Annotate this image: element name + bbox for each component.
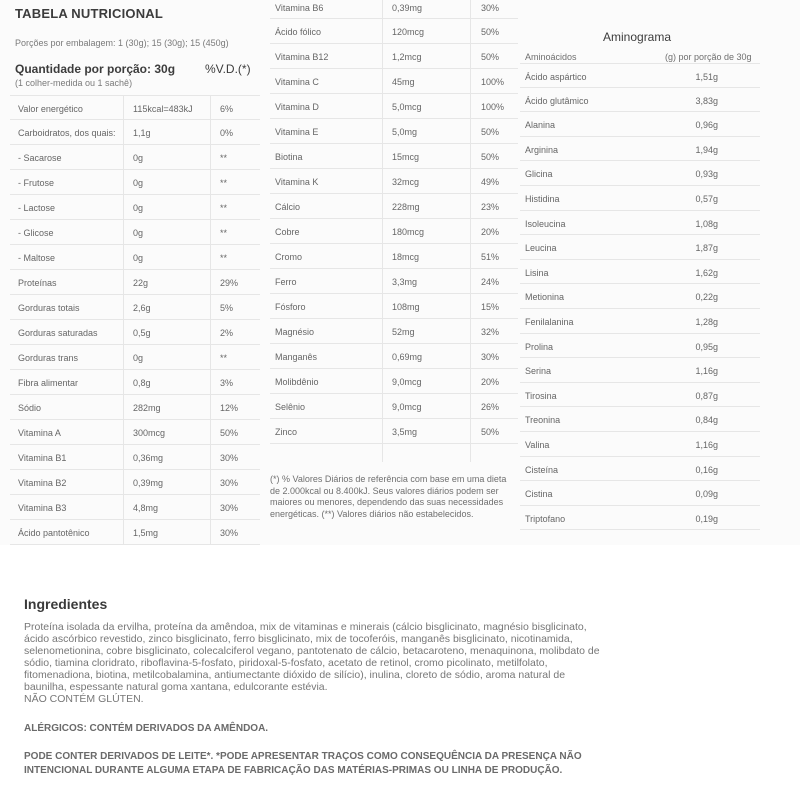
nutrient-daily-value: 30% <box>481 3 500 13</box>
nutrient-name: Manganês <box>275 352 318 362</box>
nutrient-amount: 0,93g <box>695 169 718 180</box>
nutrient-daily-value: 30% <box>220 503 239 513</box>
nutrient-amount: 300mcg <box>133 428 166 438</box>
nutrient-name: Prolina <box>525 341 554 352</box>
nutrient-daily-value: 50% <box>220 428 239 438</box>
table-row <box>520 383 760 408</box>
nutrient-amount: 120mcg <box>392 27 425 37</box>
nutrient-daily-value: 3% <box>220 378 234 388</box>
nutrient-amount: 1,16g <box>695 439 718 450</box>
nutrient-name: - Lactose <box>18 203 56 213</box>
nutrient-name: Vitamina B6 <box>275 3 324 13</box>
portions-per-package: Porções por embalagem: 1 (30g); 15 (30g); 15 (450g) <box>15 38 229 48</box>
nutrient-amount: 0g <box>133 178 144 188</box>
nutrient-daily-value: 50% <box>481 152 500 162</box>
table-row <box>270 344 518 369</box>
table-row <box>520 481 760 506</box>
nutrient-daily-value: 51% <box>481 252 500 262</box>
table-row <box>10 170 260 195</box>
daily-values-footnote: (*) % Valores Diários de referência com base em uma dieta de 2.000kcal ou 8.400kJ. Seus valores diários podem ser maiores ou menores, dependendo das suas necessidades energéticas. (**) Valores diários não estabelecidos. <box>270 474 507 519</box>
table-row <box>520 309 760 334</box>
table-row <box>270 394 518 419</box>
nutrient-amount: 180mcg <box>392 227 425 237</box>
nutrient-amount: 0,87g <box>695 390 718 401</box>
nutrient-amount: 1,5mg <box>133 528 159 538</box>
nutrient-name: Selênio <box>275 402 306 412</box>
nutrient-amount: 1,62g <box>695 267 718 278</box>
nutrient-name: Sódio <box>18 403 42 413</box>
amount-per-serving-header: (g) por porção de 30g <box>665 52 752 62</box>
nutrient-amount: 45mg <box>392 77 415 87</box>
table-row <box>270 244 518 269</box>
nutrient-amount: 0,96g <box>695 120 718 131</box>
table-row <box>520 186 760 211</box>
nutrient-name: Cromo <box>275 252 303 262</box>
nutrient-name: Tirosina <box>525 390 557 401</box>
table-row <box>520 211 760 236</box>
gluten-notice: NÃO CONTÉM GLÚTEN. <box>24 693 144 705</box>
nutrient-amount: 0,09g <box>695 489 718 500</box>
nutrient-daily-value: 2% <box>220 328 234 338</box>
nutrient-daily-value: 29% <box>220 278 239 288</box>
nutrient-amount: 0,57g <box>695 193 718 204</box>
nutrient-amount: 1,2mcg <box>392 52 422 62</box>
nutrient-amount: 32mcg <box>392 177 420 187</box>
nutrient-name: Isoleucina <box>525 218 566 229</box>
aminogram-title: Aminograma <box>603 30 672 44</box>
portion-size-label: Quantidade por porção: 30g <box>15 62 176 76</box>
nutrient-name: Biotina <box>275 152 303 162</box>
nutrient-name: Vitamina C <box>275 77 319 87</box>
table-row <box>520 88 760 113</box>
nutrient-amount: 3,3mg <box>392 277 418 287</box>
nutrition-title: TABELA NUTRICIONAL <box>15 6 164 21</box>
nutrient-daily-value: 5% <box>220 303 234 313</box>
nutrient-name: Arginina <box>525 144 559 155</box>
nutrient-amount: 18mcg <box>392 252 420 262</box>
table-row <box>520 506 760 531</box>
nutrient-name: Vitamina B1 <box>18 453 67 463</box>
nutrient-name: Ácido glutâmico <box>525 95 589 106</box>
table-row <box>10 495 260 520</box>
nutrient-amount: 1,94g <box>695 144 718 155</box>
table-row <box>10 120 260 145</box>
table-row <box>270 69 518 94</box>
nutrient-amount: 0,16g <box>695 464 718 475</box>
nutrient-name: Vitamina B12 <box>275 52 329 62</box>
nutrient-name: Carboidratos, dos quais: <box>18 128 116 138</box>
nutrient-amount: 9,0mcg <box>392 377 422 387</box>
nutrient-name: Cisteína <box>525 464 559 475</box>
nutrient-name: Cistina <box>525 489 553 500</box>
nutrient-name: - Glicose <box>18 228 54 238</box>
nutrient-name: Magnésio <box>275 327 315 337</box>
nutrient-daily-value: 100% <box>481 102 505 112</box>
nutrient-name: Fibra alimentar <box>18 378 79 388</box>
column-divider <box>470 0 471 462</box>
ingredients-list: Proteína isolada da ervilha, proteína da amêndoa, mix de vitaminas e minerais (cálcio bisglicinato, magnésio bisglicinato, ácido ascórbico revestido, zinco bisglicinato, ferro bisglicinato, mix de tocoferóis, manganês bisglicinato, nicotinamida, selenometionina, cobre bisglicinato, colecalciferol vegano, pantotenato de cálcio, betacaroteno, menaquinona, molibdato de sódio, tiamina cloridrato, riboflavina-5-fosfato, piridoxal-5-fosfato, acetato de retinol, cromo picolinato, metilfolato, fitomenadiona, biotina, metilcobalamina, antiumectante dióxido de silício), inulina, cloreto de sódio, aroma natural de baunilha, espessante natural goma xantana, edulcorante estévia. <box>24 621 600 693</box>
nutrient-name: Ácido pantotênico <box>18 528 90 538</box>
nutrient-amount: 9,0mcg <box>392 402 422 412</box>
table-row <box>10 270 260 295</box>
nutrient-daily-value: 20% <box>481 227 500 237</box>
nutrient-daily-value: ** <box>220 353 228 363</box>
table-row <box>270 94 518 119</box>
ingredients-section <box>24 596 604 778</box>
table-row <box>520 457 760 482</box>
table-row <box>270 0 518 19</box>
nutrient-daily-value: 6% <box>220 104 234 114</box>
nutrient-amount: 3,5mg <box>392 427 418 437</box>
nutrient-name: Cobre <box>275 227 300 237</box>
nutrient-name: Gorduras totais <box>18 303 80 313</box>
nutrient-name: Alanina <box>525 120 556 131</box>
table-row <box>270 369 518 394</box>
nutrient-name: Ácido fólico <box>275 27 322 37</box>
nutrient-amount: 0,36mg <box>133 453 164 463</box>
nutrient-amount: 0,39mg <box>133 478 164 488</box>
nutrient-amount: 1,51g <box>695 72 718 82</box>
table-row <box>270 119 518 144</box>
nutrient-name: - Maltose <box>18 253 56 263</box>
nutrient-name: Serina <box>525 366 552 377</box>
table-row <box>520 260 760 285</box>
nutrient-name: - Frutose <box>18 178 55 188</box>
nutrient-daily-value: 20% <box>481 377 500 387</box>
nutrient-amount: 1,16g <box>695 366 718 377</box>
table-row <box>10 295 260 320</box>
table-row <box>520 161 760 186</box>
nutrient-amount: 0g <box>133 228 144 238</box>
nutrient-daily-value: ** <box>220 228 228 238</box>
nutrient-daily-value: 23% <box>481 202 500 212</box>
table-row <box>520 112 760 137</box>
ingredients-title: Ingredientes <box>24 596 108 612</box>
nutrient-name: Zinco <box>275 427 298 437</box>
nutrient-daily-value: ** <box>220 153 228 163</box>
nutrient-name: Vitamina A <box>18 428 61 438</box>
nutrient-name: Histidina <box>525 193 560 204</box>
nutrient-daily-value: 50% <box>481 27 500 37</box>
nutrient-daily-value: 15% <box>481 302 500 312</box>
table-row <box>10 370 260 395</box>
nutrient-name: Fenilalanina <box>525 316 574 327</box>
milk-traces-warning: PODE CONTER DERIVADOS DE LEITE*. *PODE APRESENTAR TRAÇOS COMO CONSEQUÊNCIA DA PRESENÇA NÃO INTENCIONAL DURANTE ALGUMA ETAPA DE FABRICAÇÃO DAS MATÉRIAS-PRIMAS OU LINHA DE PRODUÇÃO. <box>24 751 582 776</box>
nutrition-rows-left <box>10 95 260 545</box>
nutrient-name: - Sacarose <box>18 153 62 163</box>
nutrient-amount: 0g <box>133 203 144 213</box>
nutrient-name: Vitamina D <box>275 102 319 112</box>
nutrient-amount: 1,08g <box>695 218 718 229</box>
nutrient-amount: 4,8mg <box>133 503 159 513</box>
table-row <box>10 520 260 545</box>
nutrient-name: Fósforo <box>275 302 306 312</box>
nutrient-name: Proteínas <box>18 278 57 288</box>
nutrient-daily-value: 24% <box>481 277 500 287</box>
table-row <box>270 144 518 169</box>
nutrient-amount: 3,83g <box>695 95 718 106</box>
table-row <box>520 63 760 88</box>
table-row <box>520 358 760 383</box>
nutrient-amount: 0,22g <box>695 292 718 303</box>
table-row <box>10 470 260 495</box>
table-row <box>520 284 760 309</box>
table-row <box>10 145 260 170</box>
nutrient-name: Lisina <box>525 267 549 278</box>
nutrient-daily-value: 32% <box>481 327 500 337</box>
nutrient-name: Valor energético <box>18 104 83 114</box>
nutrient-daily-value: ** <box>220 253 228 263</box>
table-row <box>270 294 518 319</box>
nutrient-amount: 228mg <box>392 202 420 212</box>
nutrient-name: Leucina <box>525 243 557 254</box>
nutrient-daily-value: ** <box>220 203 228 213</box>
portion-note: (1 colher-medida ou 1 sachê) <box>15 78 133 88</box>
table-row <box>10 195 260 220</box>
nutrient-daily-value: 26% <box>481 402 500 412</box>
table-row <box>520 334 760 359</box>
nutrient-daily-value: 50% <box>481 427 500 437</box>
table-row <box>270 44 518 69</box>
nutrient-name: Treonina <box>525 415 561 426</box>
nutrient-amount: 0g <box>133 153 144 163</box>
nutrient-name: Cálcio <box>275 202 301 212</box>
nutrition-rows-right <box>270 0 518 444</box>
nutrient-daily-value: 100% <box>481 77 505 87</box>
nutrient-daily-value: 30% <box>481 352 500 362</box>
table-row <box>520 407 760 432</box>
nutrient-amount: 0,5g <box>133 328 151 338</box>
nutrient-amount: 0g <box>133 353 144 363</box>
nutrient-name: Gorduras saturadas <box>18 328 98 338</box>
nutrient-daily-value: 49% <box>481 177 500 187</box>
nutrient-amount: 5,0mg <box>392 127 418 137</box>
nutrient-amount: 0,19g <box>695 513 718 524</box>
table-row <box>520 137 760 162</box>
nutrient-amount: 1,87g <box>695 243 718 254</box>
column-divider <box>123 95 124 545</box>
table-row <box>10 395 260 420</box>
nutrient-amount: 0,8g <box>133 378 151 388</box>
table-row <box>270 169 518 194</box>
nutrient-name: Ácido aspártico <box>525 72 587 82</box>
table-row <box>520 432 760 457</box>
nutrient-name: Vitamina B2 <box>18 478 67 488</box>
table-row <box>270 319 518 344</box>
nutrient-amount: 282mg <box>133 403 161 413</box>
nutrient-daily-value: 50% <box>481 127 500 137</box>
nutrient-amount: 0,84g <box>695 415 718 426</box>
nutrient-amount: 0,39mg <box>392 3 423 13</box>
column-divider <box>382 0 383 462</box>
table-row <box>10 95 260 120</box>
nutrient-daily-value: 30% <box>220 453 239 463</box>
table-row <box>10 345 260 370</box>
nutrient-amount: 1,28g <box>695 316 718 327</box>
nutrient-name: Molibdênio <box>275 377 319 387</box>
nutrient-name: Valina <box>525 439 550 450</box>
nutrient-amount: 0g <box>133 253 144 263</box>
nutrient-amount: 22g <box>133 278 149 288</box>
table-row <box>270 269 518 294</box>
nutrient-daily-value: 30% <box>220 528 239 538</box>
nutrient-amount: 2,6g <box>133 303 151 313</box>
nutrient-name: Vitamina K <box>275 177 319 187</box>
nutrient-name: Triptofano <box>525 513 566 524</box>
nutrient-amount: 15mcg <box>392 152 420 162</box>
daily-value-header: %V.D.(*) <box>205 62 251 76</box>
nutrient-daily-value: 12% <box>220 403 239 413</box>
nutrient-amount: 0,69mg <box>392 352 423 362</box>
table-row <box>270 194 518 219</box>
nutrient-name: Glicina <box>525 169 553 180</box>
amino-acid-header: Aminoácidos <box>525 52 577 62</box>
nutrient-name: Ferro <box>275 277 297 287</box>
aminogram-rows <box>520 63 760 530</box>
table-row <box>270 419 518 444</box>
nutrient-daily-value: 0% <box>220 128 234 138</box>
nutrient-amount: 5,0mcg <box>392 102 422 112</box>
table-row <box>520 235 760 260</box>
nutrient-name: Vitamina E <box>275 127 319 137</box>
nutrient-daily-value: 50% <box>481 52 500 62</box>
nutrient-amount: 115kcal=483kJ <box>133 104 193 114</box>
table-row <box>10 445 260 470</box>
table-row <box>10 220 260 245</box>
allergen-notice: ALÉRGICOS: CONTÉM DERIVADOS DA AMÊNDOA. <box>24 723 269 734</box>
table-row <box>10 420 260 445</box>
nutrient-daily-value: ** <box>220 178 228 188</box>
table-row <box>10 245 260 270</box>
column-divider <box>210 95 211 545</box>
nutrient-daily-value: 30% <box>220 478 239 488</box>
table-row <box>270 219 518 244</box>
nutrient-amount: 52mg <box>392 327 415 337</box>
nutrient-amount: 0,95g <box>695 341 718 352</box>
nutrient-name: Metionina <box>525 292 565 303</box>
nutrient-amount: 1,1g <box>133 128 151 138</box>
nutrient-amount: 108mg <box>392 302 420 312</box>
nutrient-name: Gorduras trans <box>18 353 79 363</box>
table-row <box>10 320 260 345</box>
table-row <box>270 19 518 44</box>
nutrient-name: Vitamina B3 <box>18 503 67 513</box>
